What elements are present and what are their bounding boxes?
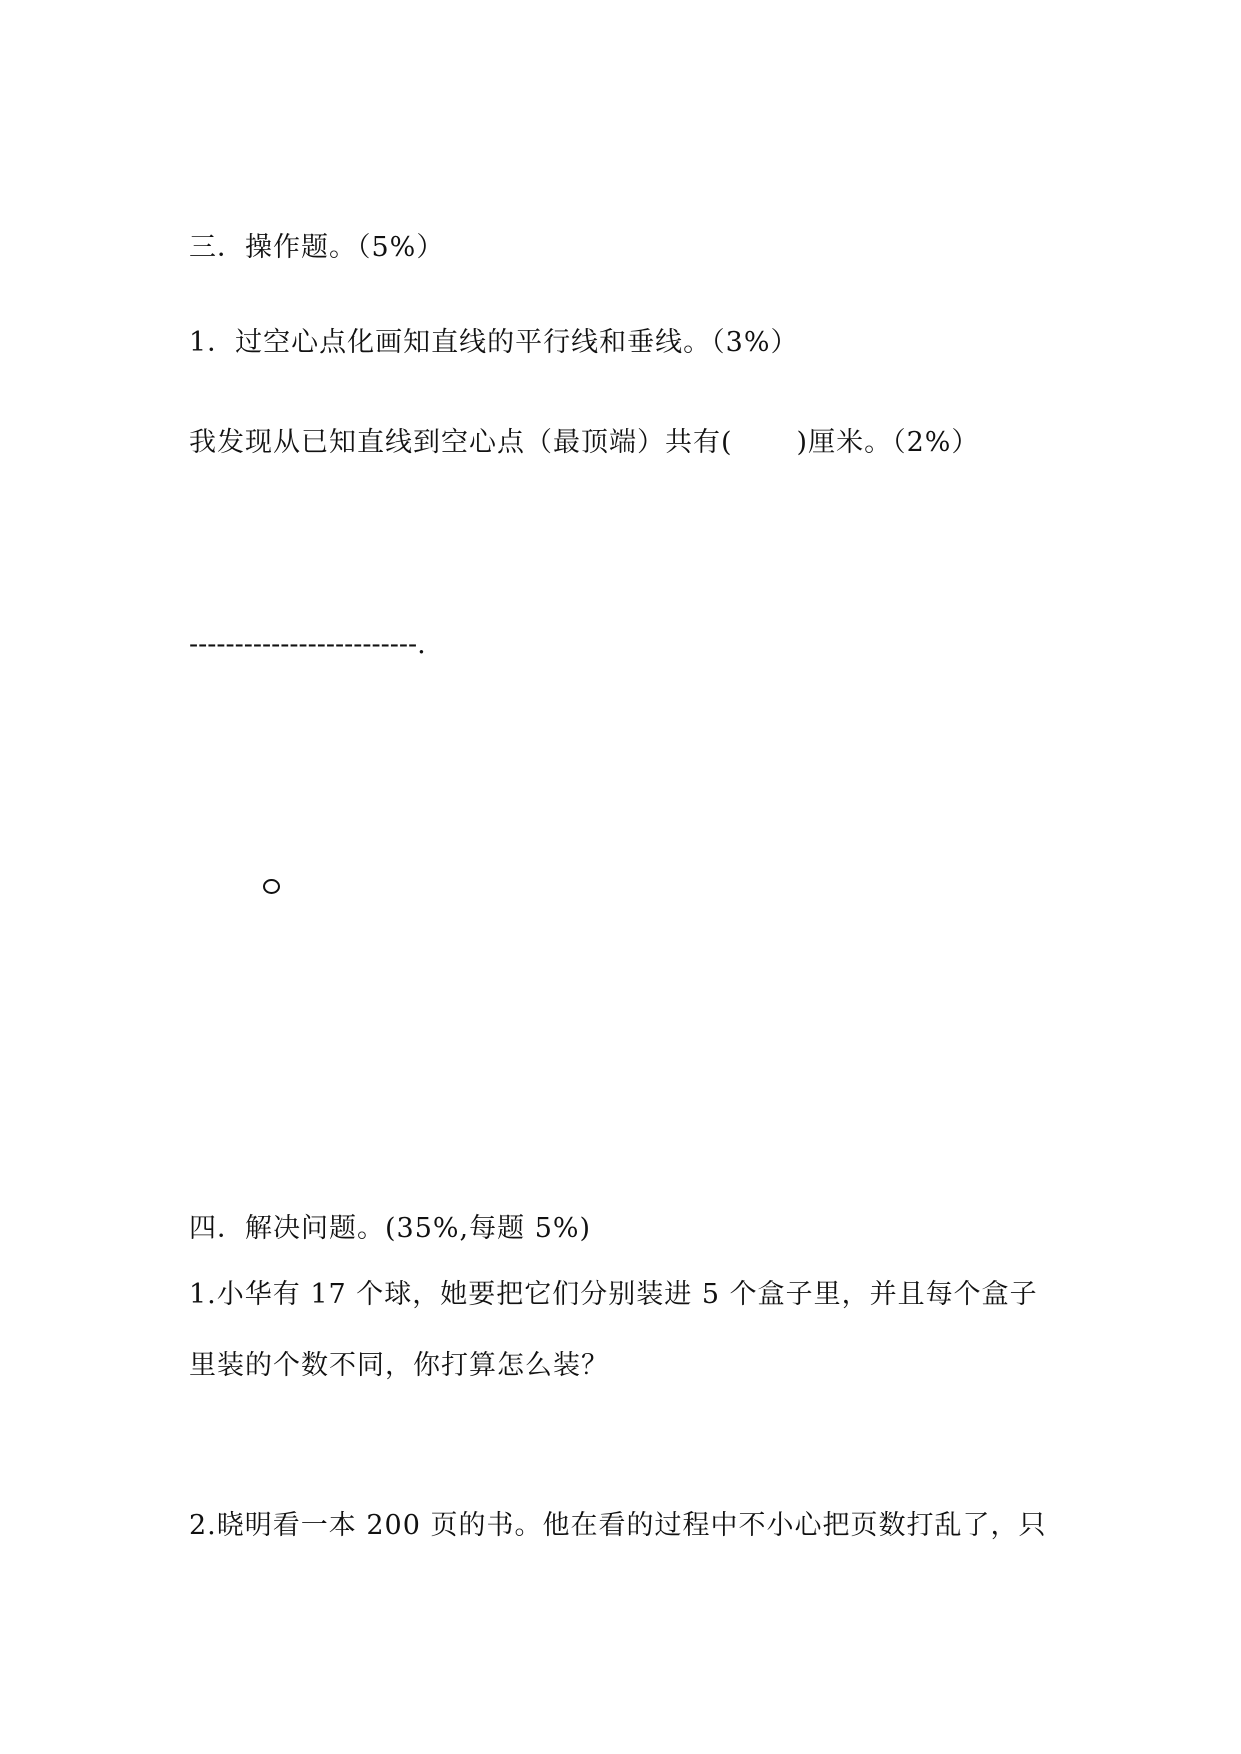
finding-text-after: )厘米。（2%） xyxy=(796,427,980,458)
section-4-title: 四．解决问题。(35%,每题 5%) xyxy=(189,1213,592,1244)
question-1-text: 1．过空心点化画知直线的平行线和垂线。（3%） xyxy=(189,327,799,358)
problem-2-line-1: 2.晓明看一本 200 页的书。他在看的过程中不小心把页数打乱了，只 xyxy=(189,1510,1047,1541)
known-straight-line: -------------------------. xyxy=(189,629,426,660)
finding-text-before: 我发现从已知直线到空心点（最顶端）共有( xyxy=(189,427,733,458)
problem-1-line-1: 1.小华有 17 个球，她要把它们分别装进 5 个盒子里，并且每个盒子 xyxy=(189,1279,1038,1310)
question-1-finding xyxy=(189,427,979,459)
section-3-title: 三．操作题。（5%） xyxy=(189,232,445,263)
hollow-point-icon xyxy=(263,879,280,894)
problem-1-line-2: 里装的个数不同，你打算怎么装？ xyxy=(189,1350,609,1381)
